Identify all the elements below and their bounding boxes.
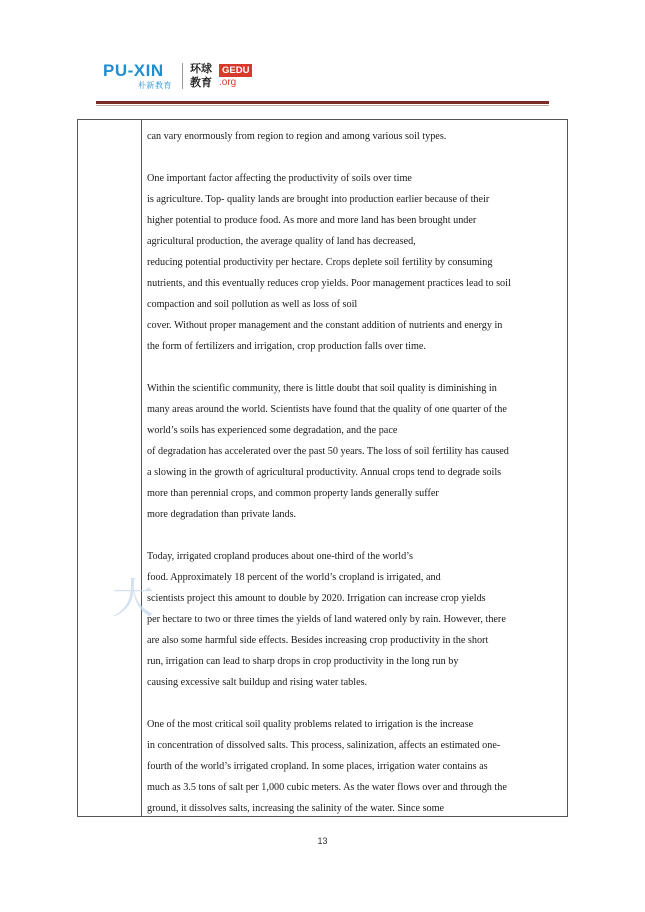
paragraph bbox=[147, 714, 565, 819]
paragraph bbox=[147, 168, 565, 357]
text-line: more than perennial crops, and common property lands generally suffer bbox=[147, 488, 439, 499]
text-line: One important factor affecting the productivity of soils over time bbox=[147, 173, 412, 184]
text-line: many areas around the world. Scientists have found that the quality of one quarter of the bbox=[147, 404, 507, 415]
text-line: more degradation than private lands. bbox=[147, 509, 297, 520]
paragraph bbox=[147, 546, 565, 693]
text-line: are also some harmful side effects. Besides increasing crop productivity in the short bbox=[147, 635, 489, 646]
puxin-logo-subtitle: 朴新教育 bbox=[138, 81, 172, 90]
header-rule bbox=[96, 101, 549, 104]
text-line: agricultural production, the average quality of land has decreased, bbox=[147, 236, 416, 247]
text-line: causing excessive salt buildup and rising water tables. bbox=[147, 677, 368, 688]
watermark-icon: 大 bbox=[112, 574, 155, 623]
text-line: nutrients, and this eventually reduces crop yields. Poor management practices lead to soil bbox=[147, 278, 511, 289]
page-number: 13 bbox=[317, 836, 328, 846]
text-line: fourth of the world’s irrigated cropland. In some places, irrigation water contains as bbox=[147, 761, 488, 772]
text-line: cover. Without proper management and the constant addition of nutrients and energy in bbox=[147, 320, 503, 331]
text-line: much as 3.5 tons of salt per 1,000 cubic meters. As the water flows over and through the bbox=[147, 782, 507, 793]
text-line: higher potential to produce food. As more and more land has been brought under bbox=[147, 215, 477, 226]
text-line: compaction and soil pollution as well as loss of soil bbox=[147, 299, 358, 310]
text-line: per hectare to two or three times the yields of land watered only by rain. However, there bbox=[147, 614, 506, 625]
text-line: a slowing in the growth of agricultural productivity. Annual crops tend to degrade soils bbox=[147, 467, 502, 478]
text-line: Today, irrigated cropland produces about one-third of the world’s bbox=[147, 551, 413, 562]
text-line: One of the most critical soil quality problems related to irrigation is the increase bbox=[147, 719, 474, 730]
text-line: scientists project this amount to double by 2020. Irrigation can increase crop yields bbox=[147, 593, 486, 604]
logo-divider bbox=[182, 63, 183, 89]
text-line: can vary enormously from region to region and among various soil types. bbox=[147, 131, 447, 142]
text-line: world’s soils has experienced some degradation, and the pace bbox=[147, 425, 398, 436]
text-line: is agriculture. Top- quality lands are brought into production earlier because of their bbox=[147, 194, 490, 205]
text-line: Within the scientific community, there is little doubt that soil quality is diminishing in bbox=[147, 383, 497, 394]
header-rule-thin bbox=[96, 105, 549, 106]
document-body bbox=[147, 126, 565, 819]
gedu-logo-chinese: 环球教育 bbox=[190, 62, 212, 89]
gedu-logo-badge: GEDU bbox=[219, 64, 252, 77]
frame-column-divider bbox=[141, 119, 142, 817]
text-line: of degradation has accelerated over the past 50 years. The loss of soil fertility has caused bbox=[147, 446, 509, 457]
gedu-logo-org: .org bbox=[219, 77, 237, 88]
text-line: in concentration of dissolved salts. This process, salinization, affects an estimated one- bbox=[147, 740, 501, 751]
paragraph bbox=[147, 378, 565, 525]
paragraph bbox=[147, 126, 565, 147]
text-line: reducing potential productivity per hectare. Crops deplete soil fertility by consuming bbox=[147, 257, 493, 268]
page-header bbox=[0, 0, 645, 120]
text-line: run, irrigation can lead to sharp drops in crop productivity in the long run by bbox=[147, 656, 459, 667]
text-line: ground, it dissolves salts, increasing the salinity of the water. Since some bbox=[147, 803, 445, 814]
puxin-logo: PU-XIN bbox=[103, 61, 164, 80]
text-line: the form of fertilizers and irrigation, crop production falls over time. bbox=[147, 341, 426, 352]
text-line: food. Approximately 18 percent of the world’s cropland is irrigated, and bbox=[147, 572, 441, 583]
